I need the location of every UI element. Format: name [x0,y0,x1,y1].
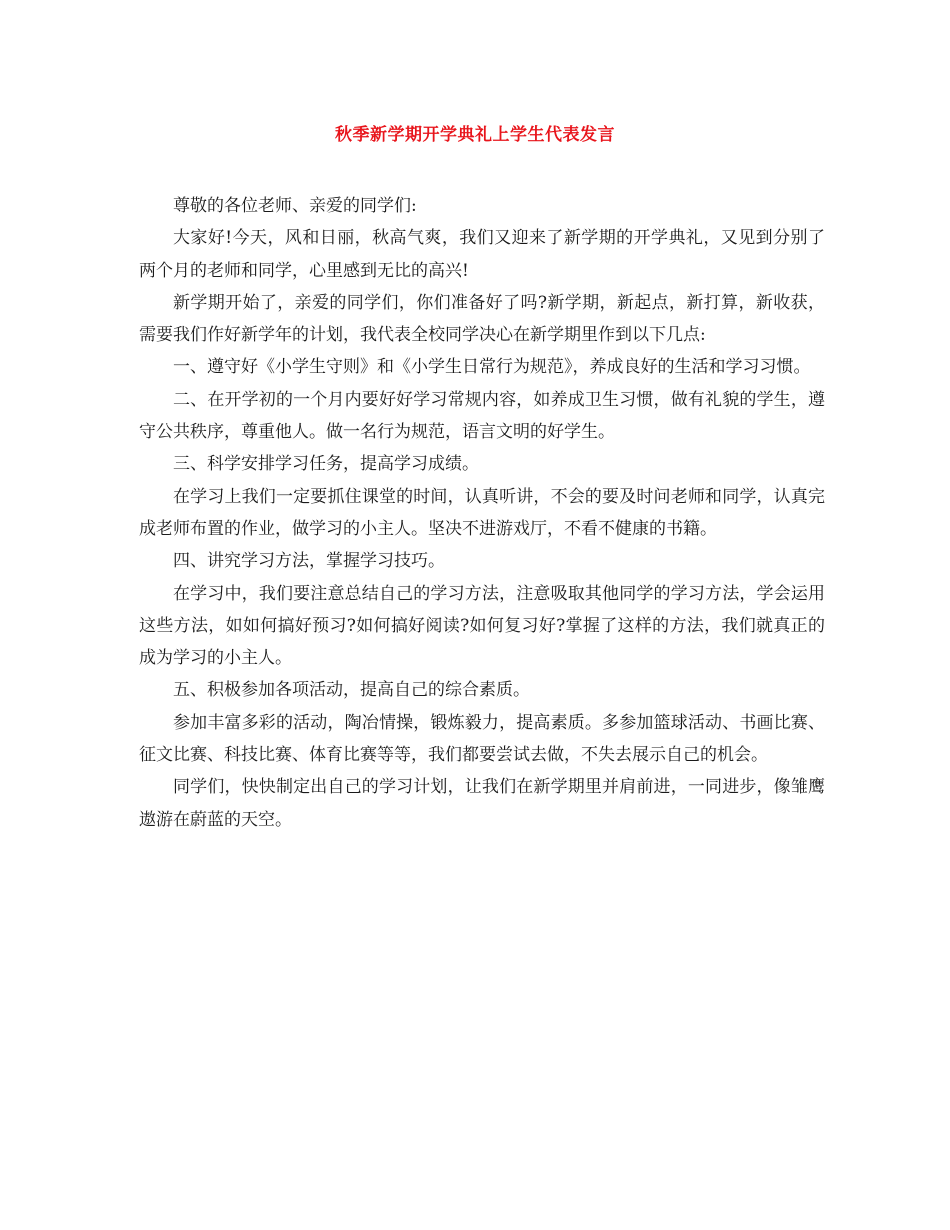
paragraph-point-4-detail: 在学习中，我们要注意总结自己的学习方法，注意吸取其他同学的学习方法，学会运用这些方法，如如何搞好预习?如何搞好阅读?如何复习好?掌握了这样的方法，我们就真正的成为学习的小主人。 [139,583,825,669]
paragraph-intro: 新学期开始了，亲爱的同学们，你们准备好了吗?新学期，新起点，新打算，新收获，需要我们作好新学年的计划，我代表全校同学决心在新学期里作到以下几点: [139,292,825,346]
paragraph-point-4: 四、讲究学习方法，掌握学习技巧。 [173,551,445,572]
paragraph-point-1: 一、遵守好《小学生守则》和《小学生日常行为规范》，养成良好的生活和学习习惯。 [173,357,811,378]
paragraph-greeting: 大家好!今天，风和日丽，秋高气爽，我们又迎来了新学期的开学典礼，又见到分别了两个月的老师和同学，心里感到无比的高兴! [139,228,825,281]
paragraph-closing: 同学们，快快制定出自己的学习计划，让我们在新学期里并肩前进，一同进步，像雏鹰遨游在蔚蓝的天空。 [139,777,825,830]
paragraph-point-5-detail: 参加丰富多彩的活动，陶冶情操，锻炼毅力，提高素质。多参加篮球活动、书画比赛、征文比赛、科技比赛、体育比赛等等，我们都要尝试去做，不失去展示自己的机会。 [139,712,825,766]
document-title: 秋季新学期开学典礼上学生代表发言 [335,125,615,145]
paragraph-point-2: 二、在开学初的一个月内要好好学习常规内容，如养成卫生习惯，做有礼貌的学生，遵守公共秩序，尊重他人。做一名行为规范，语言文明的好学生。 [139,389,825,443]
paragraph-point-3: 三、科学安排学习任务，提高学习成绩。 [173,454,479,475]
paragraph-point-3-detail: 在学习上我们一定要抓住课堂的时间，认真听讲，不会的要及时问老师和同学，认真完成老师布置的作业，做学习的小主人。坚决不进游戏厅，不看不健康的书籍。 [139,486,825,539]
paragraph-salutation: 尊敬的各位老师、亲爱的同学们: [173,196,417,216]
paragraph-point-5: 五、积极参加各项活动，提高自己的综合素质。 [173,680,530,701]
document-body [139,190,825,836]
